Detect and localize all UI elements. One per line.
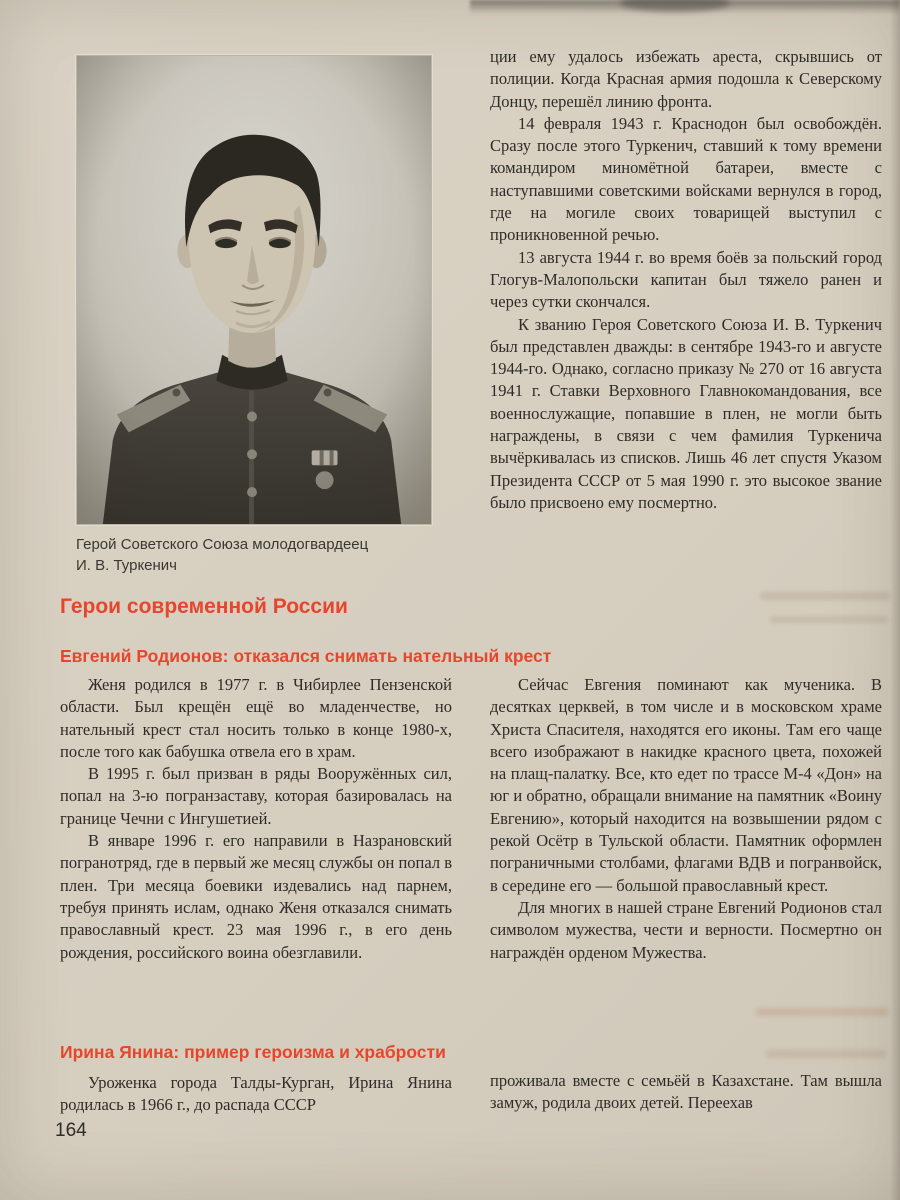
paragraph: В январе 1996 г. его направили в Назрановский погранотряд, где в первый же месяц службы он попал в плен. Три месяца боевики издевались над парнем, требуя принять ислам, однако Женя отказался снимать православный крест. 23 мая 1996 г., в его день рождения, российского воина обезглавили. — [60, 831, 452, 962]
paragraph: Для многих в нашей стране Евгений Родионов стал символом мужества, чести и верности. Посмертно он награждён орденом Мужества. — [490, 897, 882, 962]
paragraph: 14 февраля 1943 г. Краснодон был освобождён. Сразу после этого Туркенич, ставший к тому времени командиром миномётной батареи, вместе с наступавшими советскими войсками вернулся в город, где на могиле своих товарищей выступил с проникновенной речью. — [490, 113, 882, 245]
rodionov-left-column — [60, 674, 452, 964]
turkenich-text-column — [490, 46, 882, 514]
rodionov-right-column — [490, 674, 882, 964]
yanina-right-column — [490, 1070, 882, 1115]
scan-edge-shadow — [890, 0, 900, 1200]
article-heading-rodionov: Евгений Родионов: отказался снимать нательный крест — [60, 646, 552, 666]
bleedthrough-mark — [766, 1050, 886, 1058]
turkenich-portrait-photo — [76, 55, 432, 525]
paragraph: ции ему удалось избежать ареста, скрывшись от полиции. Когда Красная армия подошла к Северскому Донцу, перешёл линию фронта. — [490, 47, 882, 111]
bleedthrough-mark — [770, 616, 888, 623]
yanina-left-column — [60, 1072, 452, 1117]
photo-caption-line1: Герой Советского Союза молодогвардеец — [76, 536, 369, 553]
bleedthrough-mark — [756, 1008, 888, 1016]
bleedthrough-mark — [760, 592, 890, 600]
paragraph: Сейчас Евгения поминают как мученика. В десятках церквей, в том числе и в московском храме Христа Спасителя, находятся его иконы. Там его чаще всего изображают в накидке красного цвета, похожей на плащ-палатку. Все, кто едет по трассе М-4 «Дон» на юг и обратно, обращали внимание на памятник «Воину Евгению», который находится на возвышении рядом с рекой Осётр в Тульской области. Памятник оформлен пограничными столбами, флагами ВДВ и погранвойск, в середине его — большой православный крест. — [490, 675, 882, 895]
paragraph: проживала вместе с семьёй в Казахстане. Там вышла замуж, родила двоих детей. Переехав — [490, 1071, 882, 1113]
section-heading-modern-heroes: Герои современной России — [60, 595, 348, 618]
paragraph: Уроженка города Талды-Курган, Ирина Янина родилась в 1966 г., до распада СССР — [60, 1073, 452, 1115]
paragraph: 13 августа 1944 г. во время боёв за польский город Глогув-Малопольски капитан был тяжело ранен и через сутки скончался. — [490, 247, 882, 312]
paragraph: К званию Героя Советского Союза И. В. Туркенич был представлен дважды: в сентябре 1943-го и августе 1944-го. Однако, согласно приказу № 270 от 16 августа 1941 г. Ставки Верховного Главнокомандования, все военнослужащие, попавшие в плен, не могли быть награждены, в связи с чем фамилия Туркенича вычёркивалась из списков. Лишь 46 лет спустя Указом Президента СССР от 5 мая 1990 г. это высокое звание было присвоено ему посмертно. — [490, 314, 882, 512]
photo-caption — [76, 534, 456, 576]
photo-caption-line2: И. В. Туркенич — [76, 557, 178, 574]
page-number: 164 — [55, 1120, 87, 1141]
paragraph: В 1995 г. был призван в ряды Вооружённых сил, попал на 3-ю погранзаставу, которая базировалась на границе Чечни с Ингушетией. — [60, 764, 452, 828]
article-heading-yanina: Ирина Янина: пример героизма и храбрости — [60, 1042, 446, 1062]
paragraph: Женя родился в 1977 г. в Чибирлее Пензенской области. Был крещён ещё во младенчестве, но нательный крест стал носить только в конце 1980-х, после того как бабушка отвела его в храм. — [60, 675, 452, 761]
